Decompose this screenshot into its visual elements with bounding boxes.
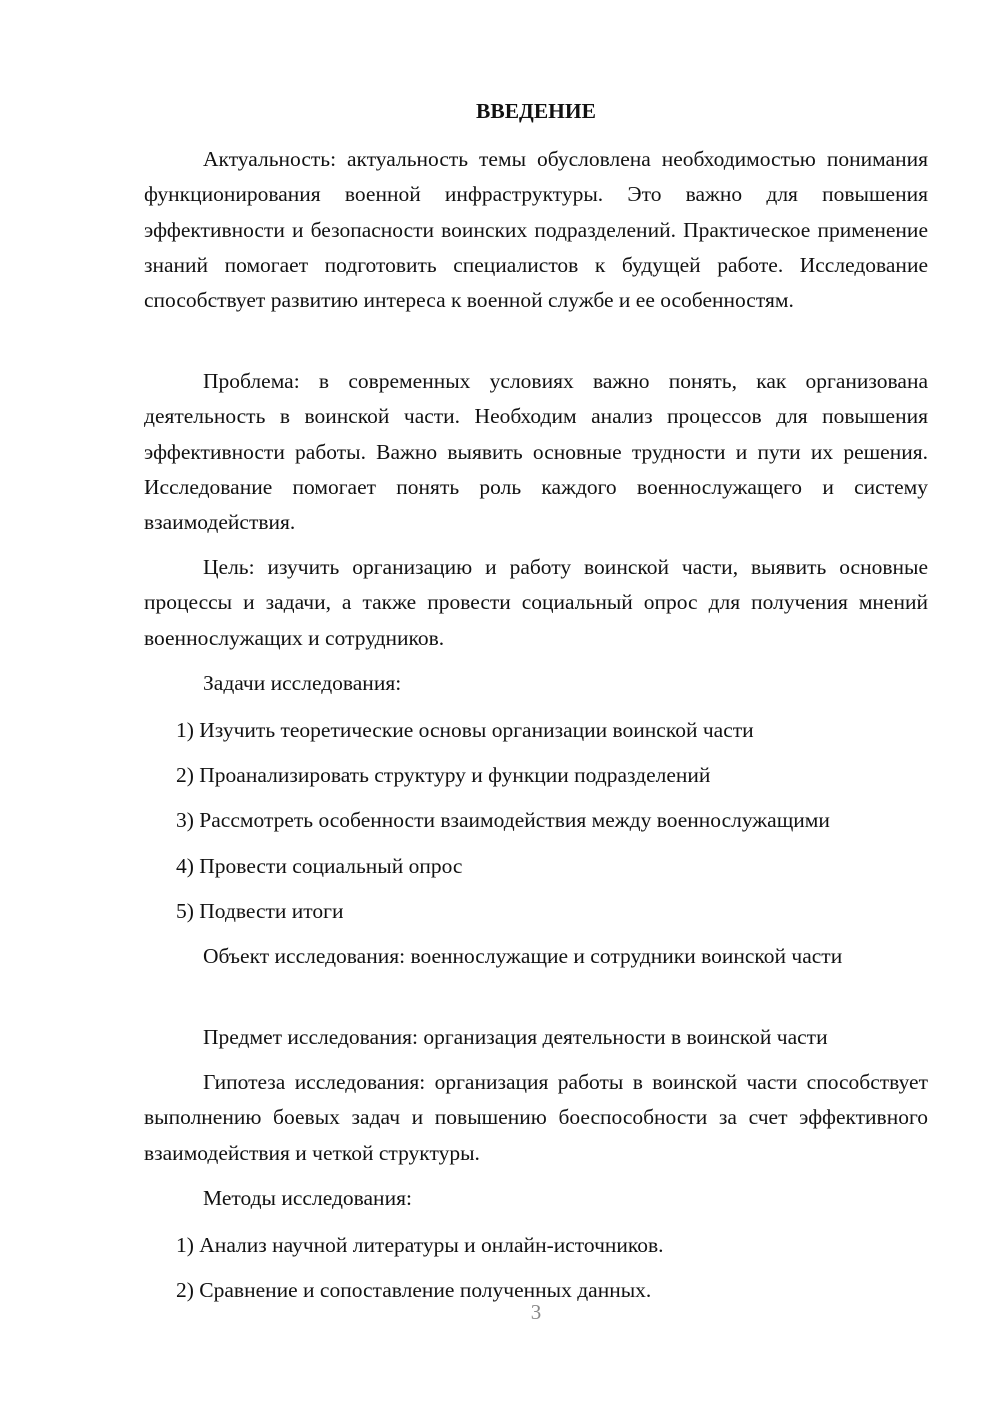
goal-text: Цель: изучить организацию и работу воинской части, выявить основные процессы и задачи, а также провести социальный опрос для получения мнений военнослужащих и сотрудников. (144, 555, 928, 650)
task-item: 2) Проанализировать структуру и функции подразделений (176, 763, 711, 787)
task-item: 1) Изучить теоретические основы организации воинской части (176, 718, 754, 742)
method-item: 1) Анализ научной литературы и онлайн-источников. (176, 1233, 664, 1257)
tasks-heading-paragraph (144, 666, 928, 701)
task-item: 3) Рассмотреть особенности взаимодействия между военнослужащими (176, 808, 830, 832)
methods-heading-paragraph (144, 1181, 928, 1216)
relevance-text: Актуальность: актуальность темы обусловлена необходимостью понимания функционирования военной инфраструктуры. Это важно для повышения эффективности и безопасности воинских подразделений. Практическое применение знаний помогает подготовить специалистов к будущей работе. Исследование способствует развитию интереса к военной службе и ее особенностям. (144, 147, 928, 313)
problem-paragraph (144, 364, 928, 540)
tasks-heading: Задачи исследования: (203, 671, 402, 695)
hypothesis-text: Гипотеза исследования: организация работы в воинской части способствует выполнению боевых задач и повышению боеспособности за счет эффективного взаимодействия и четкой структуры. (144, 1070, 928, 1165)
object-text: Объект исследования: военнослужащие и сотрудники воинской части (203, 944, 843, 968)
page-number: 3 (530, 1300, 542, 1324)
object-paragraph (144, 939, 928, 974)
task-item: 4) Провести социальный опрос (176, 854, 463, 878)
subject-paragraph (144, 1020, 928, 1055)
problem-text: Проблема: в современных условиях важно понять, как организована деятельность в воинской части. Необходим анализ процессов для повышения эффективности работы. Важно выявить основные трудности и пути их решения. Исследование помогает понять роль каждого военнослужащего и систему взаимодействия. (144, 369, 928, 535)
task-item: 5) Подвести итоги (176, 899, 344, 923)
subject-text: Предмет исследования: организация деятельности в воинской части (203, 1025, 828, 1049)
hypothesis-paragraph (144, 1065, 928, 1171)
methods-heading: Методы исследования: (203, 1186, 412, 1210)
page-title: ВВЕДЕНИЕ (476, 99, 596, 123)
relevance-paragraph (144, 142, 928, 318)
goal-paragraph (144, 550, 928, 656)
method-item: 2) Сравнение и сопоставление полученных данных. (176, 1278, 652, 1302)
